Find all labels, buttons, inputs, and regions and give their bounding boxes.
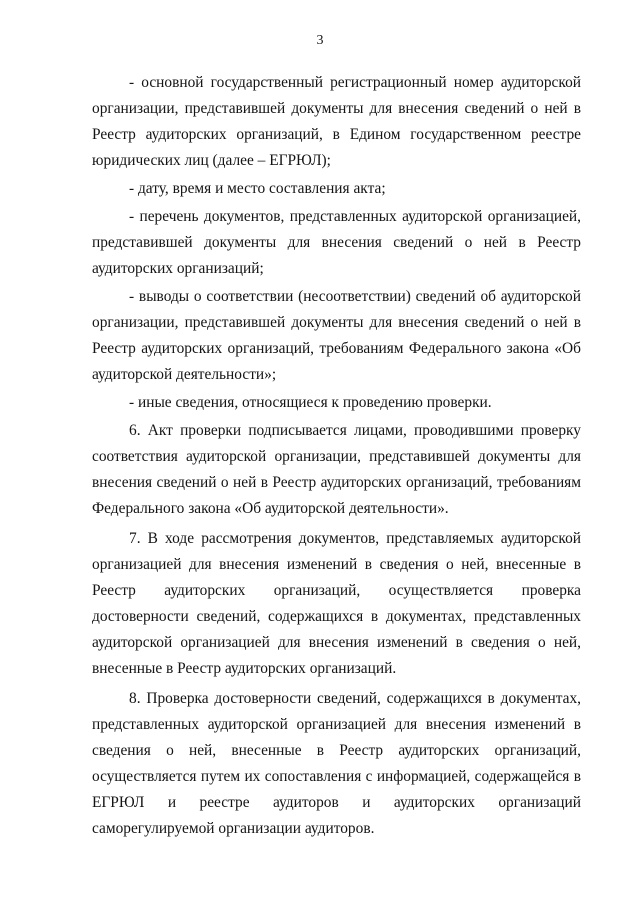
paragraph-registration-number: - основной государственный регистрационный номер аудиторской организации, представившей документы для внесения сведений о ней в Реестр аудиторских организаций, в Едином государственном реестре юридических лиц (далее – ЕГРЮЛ); [92,74,581,169]
page-number: 3 [316,33,324,48]
paragraph-item-7: 7. В ходе рассмотрения документов, представляемых аудиторской организацией для внесения изменений в сведения о ней, внесенные в Реестр аудиторских организаций, осуществляется проверка достоверности сведений, содержащихся в документах, представленных аудиторской организацией для внесения изменений в сведения о ней, внесенные в Реестр аудиторских организаций. [92,530,581,677]
paragraph-item-8: 8. Проверка достоверности сведений, содержащихся в документах, представленных аудиторской организацией для внесения изменений в сведения о ней, внесенные в Реестр аудиторских организаций, осуществляется путем их сопоставления с информацией, содержащейся в ЕГРЮЛ и реестре аудиторов и аудиторских организаций саморегулируемой организации аудиторов. [92,690,581,837]
paragraph-item-6: 6. Акт проверки подписывается лицами, проводившими проверку соответствия аудиторской организации, представившей документы для внесения сведений о ней в Реестр аудиторских организаций, требованиям Федерального закона «Об аудиторской деятельности». [92,422,581,517]
paragraph-act-date: - дату, время и место составления акта; [129,180,386,197]
document-body [92,70,581,842]
paragraph-document-list: - перечень документов, представленных аудиторской организацией, представившей документы для внесения сведений о ней в Реестр аудиторских организаций; [92,208,581,277]
paragraph-conclusions: - выводы о соответствии (несоответствии) сведений об аудиторской организации, представившей документы для внесения сведений о ней в Реестр аудиторских организаций, требованиям Федерального закона «Об аудиторской деятельности»; [92,288,581,383]
paragraph-other-info: - иные сведения, относящиеся к проведению проверки. [129,394,492,411]
